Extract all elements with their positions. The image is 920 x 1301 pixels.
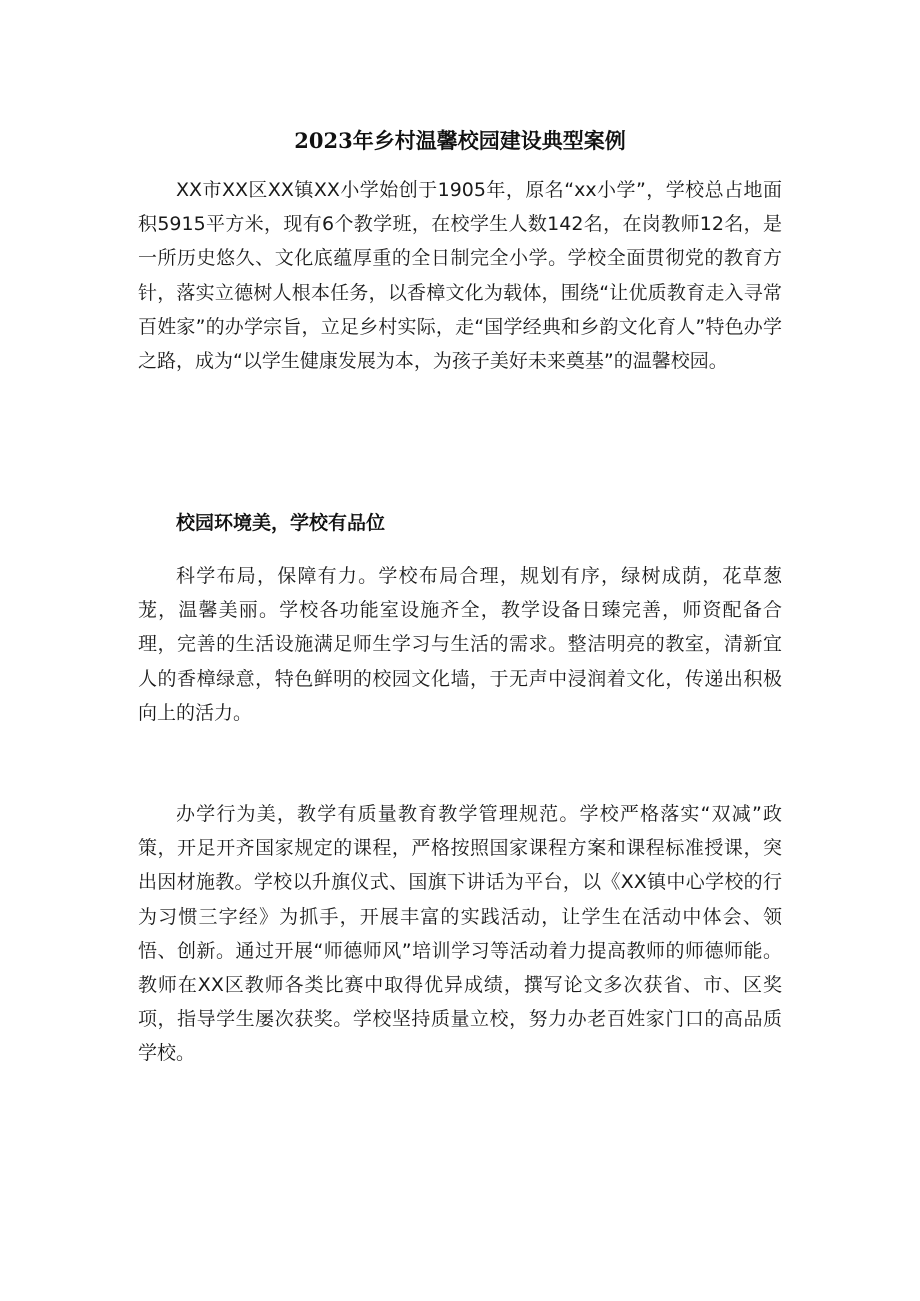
intro-paragraph: XX市XX区XX镇XX小学始创于1905年，原名“xx小学”，学校总占地面积5915平方米，现有6个教学班，在校学生人数142名，在岗教师12名，是一所历史悠久、文化底蕴厚重的全日制完全小学。学校全面贯彻党的教育方针，落实立德树人根本任务，以香樟文化为载体，围绕“让优质教育走入寻常百姓家”的办学宗旨，立足乡村实际，走“国学经典和乡韵文化育人”特色办学之路，成为“以学生健康发展为本，为孩子美好未来奠基”的温馨校园。: [138, 179, 782, 373]
document-title: 2023年乡村温馨校园建设典型案例: [294, 128, 626, 153]
teaching-paragraph: 办学行为美，教学有质量教育教学管理规范。学校严格落实“双减”政策，开足开齐国家规定的课程，严格按照国家课程方案和课程标准授课，突出因材施教。学校以升旗仪式、国旗下讲话为平台，以《XX镇中心学校的行为习惯三字经》为抓手，开展丰富的实践活动，让学生在活动中体会、领悟、创新。通过开展“师德师风”培训学习等活动着力提高教师的师德师能。教师在XX区教师各类比赛中取得优异成绩，撰写论文多次获省、市、区奖项，指导学生屡次获奖。学校坚持质量立校，努力办老百姓家门口的高品质学校。: [138, 803, 782, 1065]
environment-paragraph: 科学布局，保障有力。学校布局合理，规划有序，绿树成荫，花草葱茏，温馨美丽。学校各功能室设施齐全，教学设备日臻完善，师资配备合理，完善的生活设施满足师生学习与生活的需求。整洁明亮的教室，清新宜人的香樟绿意，特色鲜明的校园文化墙，于无声中浸润着文化，传递出积极向上的活力。: [138, 565, 782, 724]
section-heading: 校园环境美，学校有品位: [176, 512, 386, 534]
